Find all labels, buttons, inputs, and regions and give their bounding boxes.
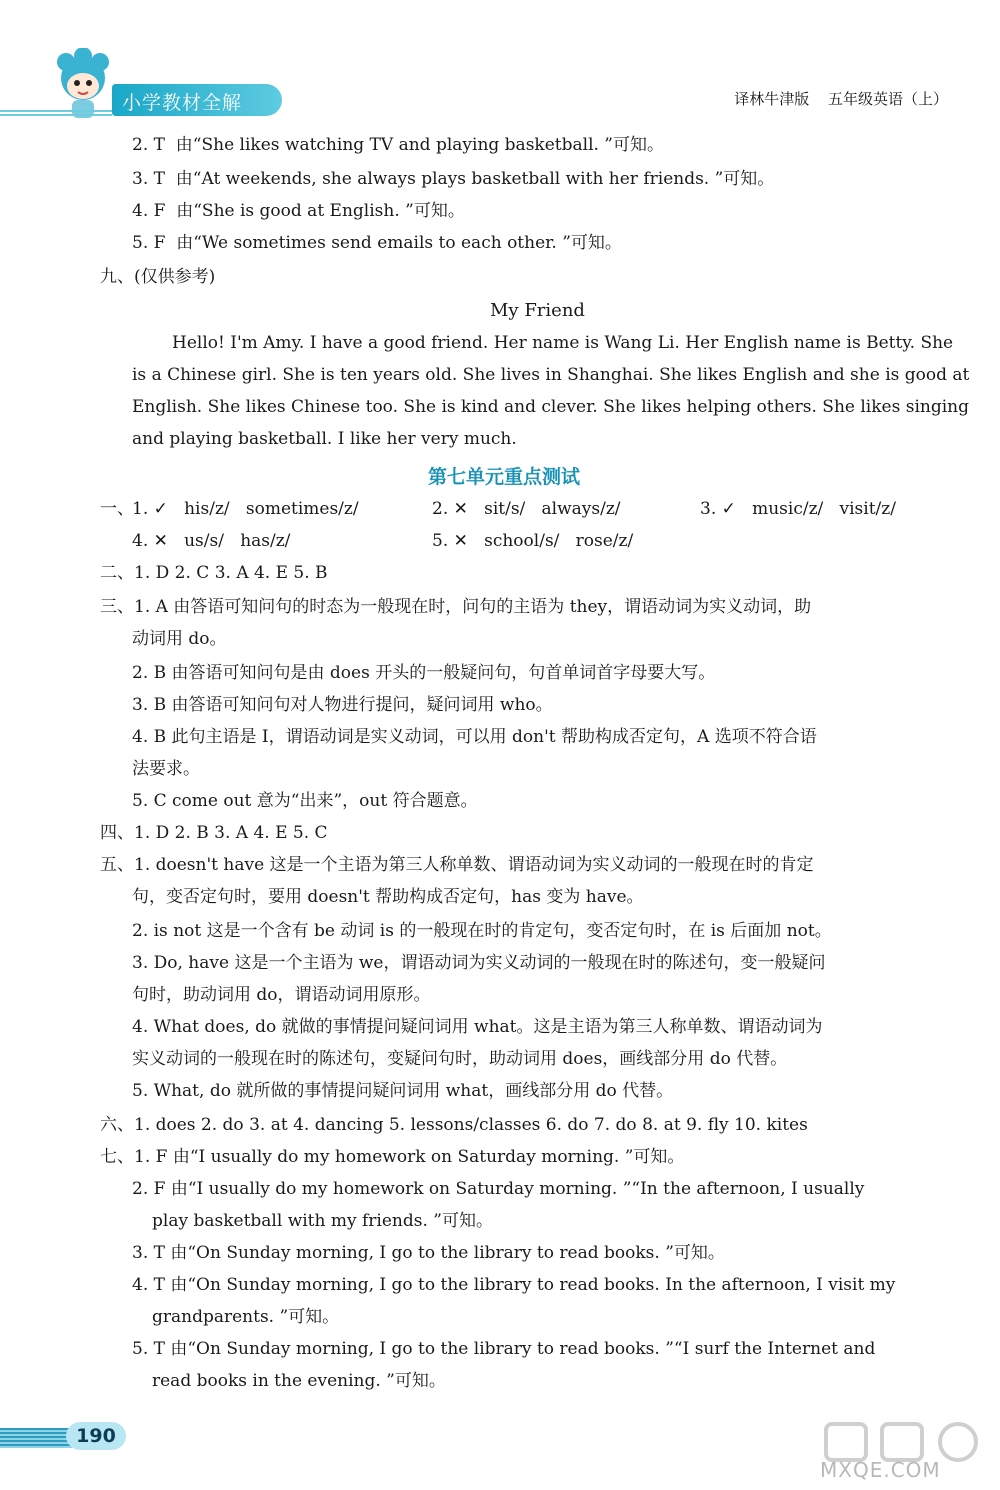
essay-line: and playing basketball. I like her very much.	[132, 429, 517, 449]
header-banner	[112, 84, 282, 116]
cross-mark-icon: ✕	[453, 531, 468, 551]
unit-test-title: 第七单元重点测试	[428, 466, 581, 488]
page-number-tab	[0, 1422, 130, 1450]
section-heading	[100, 266, 215, 288]
section-number: 九、	[100, 267, 134, 287]
section-note: (仅供参考)	[134, 267, 216, 287]
part3-line: 2. B 由答语可知问句是由 does 开头的一般疑问句，句首单词首字母要大写。	[132, 663, 716, 683]
part4-answers: 四、1. D 2. B 3. A 4. E 5. C	[100, 823, 328, 843]
page-tab-stripes	[0, 1428, 72, 1448]
part-label: 一、	[100, 499, 134, 519]
part1-row	[100, 498, 134, 520]
part3-line: 5. C come out 意为“出来”，out 符合题意。	[132, 791, 478, 811]
series-title: 小学教材全解	[122, 92, 243, 114]
watermark-text: MXQE.COM	[820, 1458, 941, 1482]
answer-text: 由“She likes watching TV and playing basketball. ”可知。	[175, 135, 664, 155]
part1-item	[132, 530, 290, 552]
part1-item	[700, 498, 896, 520]
phonetic-word: always/z/	[541, 499, 621, 519]
phonetic-word: school/s/	[484, 531, 560, 551]
part5-line: 4. What does, do 就做的事情提问疑问词用 what。这是主语为第三人称单数、谓语动词为	[132, 1017, 823, 1037]
essay-title: My Friend	[490, 300, 585, 321]
cross-mark-icon: ✕	[453, 499, 468, 519]
answer-number: 2. T	[132, 135, 165, 155]
essay-line: is a Chinese girl. She is ten years old. She lives in Shanghai. She likes English and she is good at	[132, 365, 970, 385]
cross-mark-icon: ✕	[153, 531, 168, 551]
page-header	[0, 40, 1000, 140]
phonetic-word: music/z/	[752, 499, 824, 519]
answer-line	[132, 200, 465, 222]
part3-line: 三、1. A 由答语可知问句的时态为一般现在时，问句的主语为 they，谓语动词为实义动词，助	[100, 597, 812, 617]
part7-line: 4. T 由“On Sunday morning, I go to the library to read books. In the afternoon, I visit my	[132, 1275, 896, 1295]
part7-line: read books in the evening. ”可知。	[152, 1371, 446, 1391]
answer-number: 5. F	[132, 233, 166, 253]
header-rule	[0, 110, 112, 118]
page-number: 190	[66, 1422, 126, 1450]
item-number: 2.	[432, 499, 449, 519]
part3-line: 法要求。	[132, 759, 200, 779]
part5-line: 句，变否定句时，要用 doesn't 帮助构成否定句，has 变为 have。	[132, 887, 644, 907]
part7-line: 5. T 由“On Sunday morning, I go to the library to read books. ”“I surf the Internet and	[132, 1339, 876, 1359]
part5-line: 实义动词的一般现在时的陈述句，变疑问句时，助动词用 does，画线部分用 do 代替。	[132, 1049, 788, 1069]
part7-line: play basketball with my friends. ”可知。	[152, 1211, 493, 1231]
answer-text: 由“At weekends, she always plays basketball with her friends. ”可知。	[175, 169, 775, 189]
check-mark-icon: ✓	[721, 499, 736, 519]
answer-line	[132, 168, 774, 190]
part7-line: 七、1. F 由“I usually do my homework on Saturday morning. ”可知。	[100, 1147, 685, 1167]
part6-answers: 六、1. does 2. do 3. at 4. dancing 5. lessons/classes 6. do 7. do 8. at 9. fly 10. kites	[100, 1115, 808, 1135]
answer-number: 3. T	[132, 169, 165, 189]
part7-line: 3. T 由“On Sunday morning, I go to the library to read books. ”可知。	[132, 1243, 725, 1263]
item-number: 1.	[132, 499, 149, 519]
part7-line: 2. F 由“I usually do my homework on Saturday morning. ”“In the afternoon, I usually	[132, 1179, 865, 1199]
phonetic-word: sit/s/	[484, 499, 526, 519]
essay-line: English. She likes Chinese too. She is kind and clever. She likes helping others. She likes singing	[132, 397, 969, 417]
grade-subject-label: 五年级英语（上）	[827, 90, 948, 108]
answer-text: 由“She is good at English. ”可知。	[176, 201, 465, 221]
item-number: 3.	[700, 499, 717, 519]
answer-number: 4. F	[132, 201, 166, 221]
phonetic-word: his/z/	[184, 499, 230, 519]
phonetic-word: rose/z/	[575, 531, 634, 551]
answer-line	[132, 134, 664, 156]
part2-answers: 二、1. D 2. C 3. A 4. E 5. B	[100, 563, 328, 583]
part3-line: 4. B 此句主语是 I，谓语动词是实义动词，可以用 don't 帮助构成否定句，A 选项不符合语	[132, 727, 817, 747]
check-mark-icon: ✓	[153, 499, 168, 519]
part3-line: 动词用 do。	[132, 629, 227, 649]
answer-text: 由“We sometimes send emails to each other. ”可知。	[176, 233, 622, 253]
part1-item	[432, 498, 621, 520]
phonetic-word: sometimes/z/	[245, 499, 359, 519]
part3-line: 3. B 由答语可知问句对人物进行提问，疑问词用 who。	[132, 695, 553, 715]
part5-line: 2. is not 这是一个含有 be 动词 is 的一般现在时的肯定句，变否定句时，在 is 后面加 not。	[132, 921, 832, 941]
part7-line: grandparents. ”可知。	[152, 1307, 340, 1327]
essay-line: Hello! I'm Amy. I have a good friend. Her name is Wang Li. Her English name is Betty. She	[172, 333, 954, 353]
part5-line: 5. What, do 就所做的事情提问疑问词用 what，画线部分用 do 代替。	[132, 1081, 674, 1101]
part1-item	[432, 530, 633, 552]
part1-item	[132, 498, 359, 520]
header-book-info	[720, 88, 948, 109]
phonetic-word: visit/z/	[839, 499, 896, 519]
phonetic-word: us/s/	[184, 531, 224, 551]
answer-line	[132, 232, 622, 254]
part5-line: 五、1. doesn't have 这是一个主语为第三人称单数、谓语动词为实义动词的一般现在时的肯定	[100, 855, 814, 875]
edition-label: 译林牛津版	[734, 90, 810, 108]
part5-line: 句时，助动词用 do，谓语动词用原形。	[132, 985, 431, 1005]
phonetic-word: has/z/	[240, 531, 291, 551]
item-number: 5.	[432, 531, 449, 551]
part5-line: 3. Do, have 这是一个主语为 we，谓语动词为实义动词的一般现在时的陈述句，变一般疑问	[132, 953, 826, 973]
item-number: 4.	[132, 531, 149, 551]
